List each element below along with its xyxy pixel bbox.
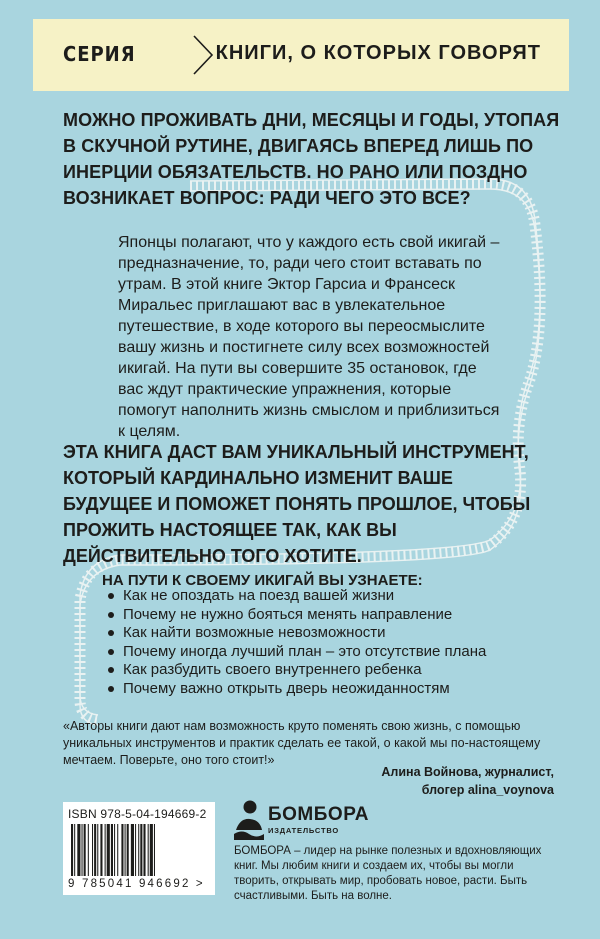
series-label: СЕРИЯ (63, 42, 136, 66)
barcode-digits: 9 785041 946692 > (68, 878, 205, 890)
publisher-description: БОМБОРА – лидер на рынке полезных и вдохновляющих книг. Мы любим книги и создаем их, чтобы вы могли творить, открывать мир, пробовать новое, расти. Быть счастливыми. Быть на волне. (234, 845, 542, 902)
description-paragraph: Японцы полагают, что у каждого есть свой икигай – предназначение, то, ради чего стоит вставать по утрам. В этой книге Эктор Гарсиа и Франсеск Миральес приглашают вас в увлекательное путешествие, в ходе которого вы переосмыслите вашу жизнь и постигнете силу всех возможностей икигай. На пути вы совершите 35 остановок, где вас ждут практические упражнения, которые помогут наполнить жизнь смыслом и приблизиться к целям. (118, 234, 500, 440)
list-item: Как разбудить своего внутреннего ребенка (108, 660, 486, 679)
publisher-logo-name: БОМБОРА (268, 804, 369, 825)
learn-list-title: НА ПУТИ К СВОЕМУ ИКИГАЙ ВЫ УЗНАЕТЕ: (102, 572, 423, 589)
list-item: Почему иногда лучший план – это отсутствие плана (108, 642, 486, 661)
bombora-logo-icon (234, 800, 264, 840)
author-role: блогер alina_voynova (421, 783, 554, 797)
publisher-logo-subtitle: ИЗДАТЕЛЬСТВО (268, 826, 339, 835)
list-item: Как найти возможные невозможности (108, 623, 486, 642)
series-name: КНИГИ, О КОТОРЫХ ГОВОРЯТ (215, 42, 541, 64)
list-item: Почему не нужно бояться менять направление (108, 605, 486, 624)
author-name: Алина Войнова, журналист, (381, 765, 554, 779)
list-item: Почему важно открыть дверь неожиданностям (108, 679, 486, 698)
list-item: Как не опоздать на поезд вашей жизни (108, 586, 486, 605)
barcode-panel (63, 802, 215, 895)
review-quote: «Авторы книги дают нам возможность круто поменять свою жизнь, с помощью уникальных инструментов и практик сделать ее такой, о какой мы по-настоящему мечтаем. Поверьте, оно того стоит!» (63, 719, 541, 767)
barcode-bars (69, 824, 209, 876)
quote-author (381, 763, 554, 799)
promise-paragraph: ЭТА КНИГА ДАСТ ВАМ УНИКАЛЬНЫЙ ИНСТРУМЕНТ, КОТОРЫЙ КАРДИНАЛЬНО ИЗМЕНИТ ВАШЕ БУДУЩЕЕ И ПОМОЖЕТ ПОНЯТЬ ПРОШЛОЕ, ЧТОБЫ ПРОЖИТЬ НАСТОЯЩЕЕ ТАК, КАК ВЫ ДЕЙСТВИТЕЛЬНО ТОГО ХОТИТЕ. (63, 442, 531, 566)
isbn-number: ISBN 978-5-04-194669-2 (68, 807, 207, 821)
lead-paragraph: МОЖНО ПРОЖИВАТЬ ДНИ, МЕСЯЦЫ И ГОДЫ, УТОПАЯ В СКУЧНОЙ РУТИНЕ, ДВИГАЯСЬ ВПЕРЕД ЛИШЬ ПО ИНЕРЦИИ ОБЯЗАТЕЛЬСТВ. НО РАНО ИЛИ ПОЗДНО ВОЗНИКАЕТ ВОПРОС: РАДИ ЧЕГО ЭТО ВСЕ? (63, 110, 560, 208)
learn-list (108, 586, 486, 697)
